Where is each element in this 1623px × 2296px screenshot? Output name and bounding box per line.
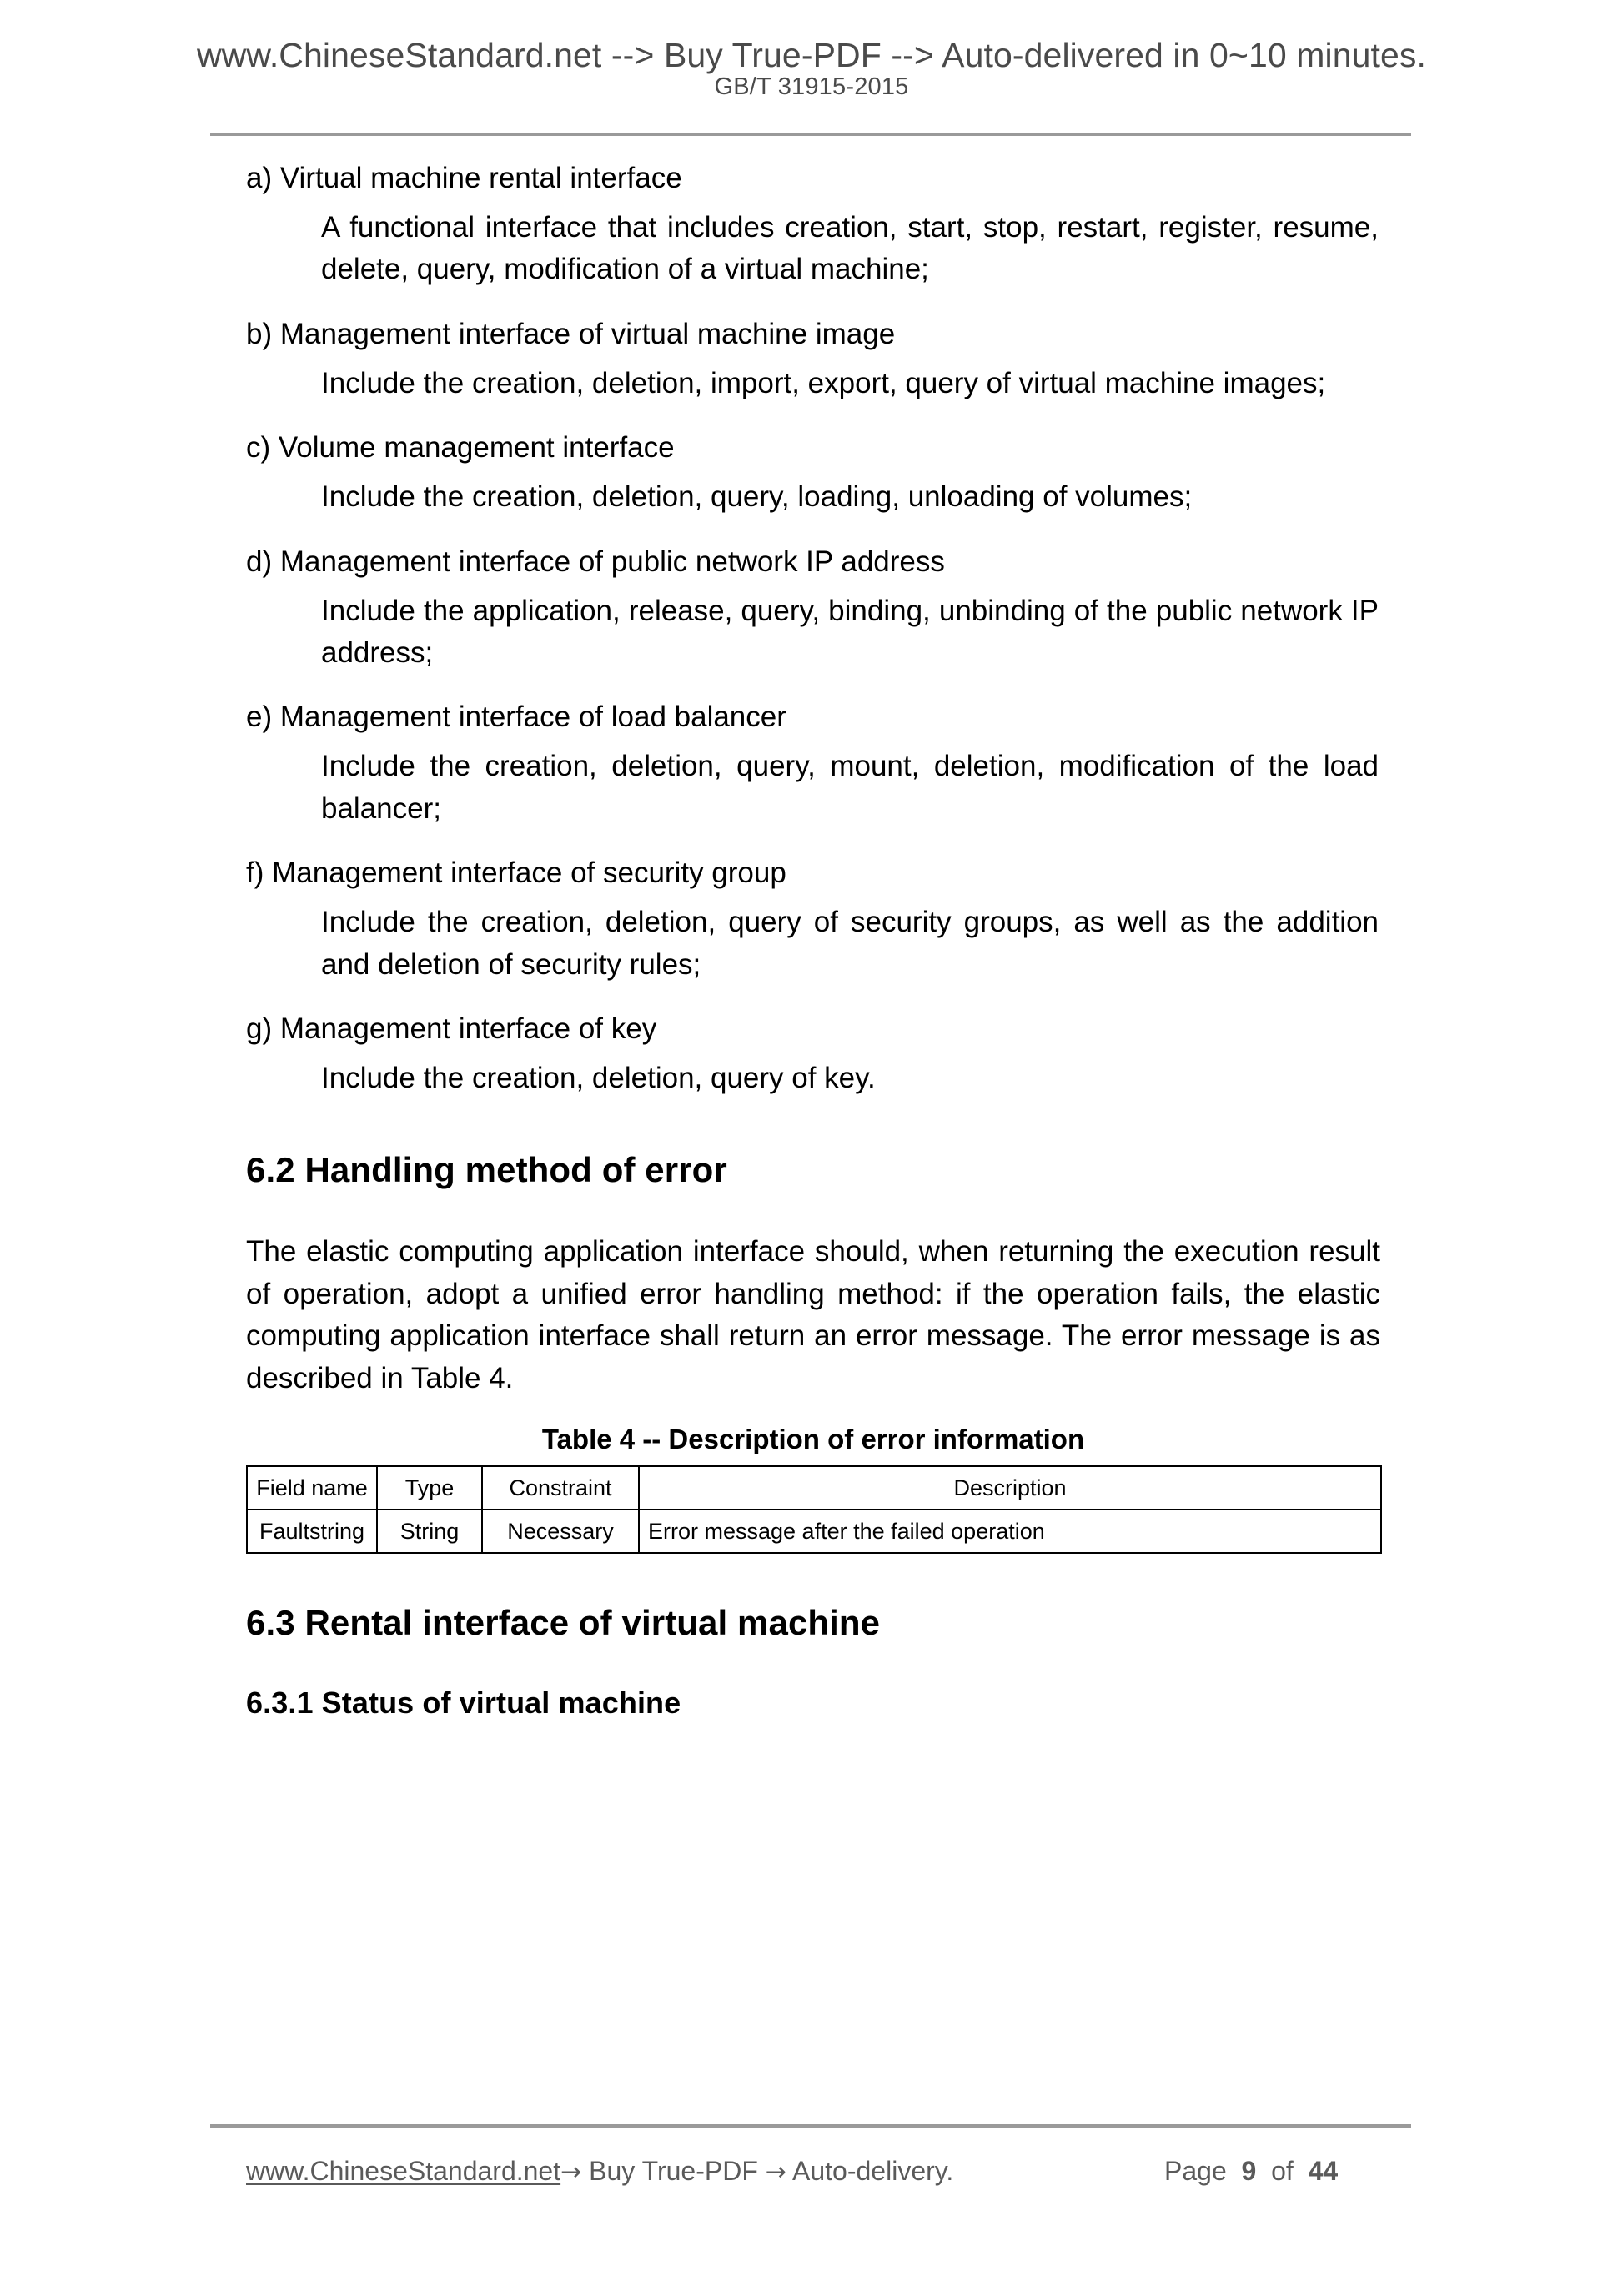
footer-delivery-text: Auto-delivery. [786, 2156, 954, 2186]
list-item-body-e: Include the creation, deletion, query, mount, deletion, modification of the load balancer; [321, 750, 1379, 825]
table-header-type: Type [377, 1466, 482, 1510]
footer-page-indicator [1164, 2157, 1338, 2186]
list-item-body-g: Include the creation, deletion, query of key. [321, 1061, 876, 1094]
arrow-right-icon-2: → [765, 2158, 786, 2187]
header-divider [210, 133, 1411, 136]
table-cell-type: String [377, 1510, 482, 1553]
list-item-label-c: c) Volume management interface [246, 431, 675, 465]
page-word: Page [1164, 2156, 1227, 2186]
heading-6-2: 6.2 Handling method of error [246, 1150, 727, 1190]
table-row [247, 1510, 1381, 1553]
promo-banner-text: www.ChineseStandard.net --> Buy True-PDF --> Auto-delivered in 0~10 minutes. [196, 36, 1427, 74]
table-cell-description: Error message after the failed operation [639, 1510, 1381, 1553]
footer-website-link[interactable]: www.ChineseStandard.net [246, 2156, 561, 2186]
footer-divider [210, 2124, 1411, 2128]
page-content [246, 163, 1380, 1719]
table-header-field-name: Field name [247, 1466, 377, 1510]
footer-left-group [246, 2157, 953, 2186]
current-page-number: 9 [1241, 2156, 1257, 2186]
heading-6-3: 6.3 Rental interface of virtual machine [246, 1603, 881, 1643]
heading-6-3-1: 6.3.1 Status of virtual machine [246, 1685, 681, 1720]
page-header [0, 37, 1623, 100]
table-header-constraint: Constraint [482, 1466, 639, 1510]
total-page-number: 44 [1308, 2156, 1339, 2186]
list-item-body-d: Include the application, release, query, binding, unbinding of the public network IP address; [321, 594, 1379, 669]
list-item-body-c: Include the creation, deletion, query, loading, unloading of volumes; [321, 480, 1193, 514]
list-item-body-f: Include the creation, deletion, query of security groups, as well as the addition and deletion of security rules; [321, 906, 1379, 981]
list-item-label-a: a) Virtual machine rental interface [246, 162, 682, 194]
standard-number: GB/T 31915-2015 [714, 73, 909, 100]
list-item-body-b: Include the creation, deletion, import, export, query of virtual machine images; [321, 366, 1326, 399]
footer-buy-text: Buy True-PDF [581, 2156, 766, 2186]
table-header-description: Description [639, 1466, 1381, 1510]
of-word: of [1271, 2156, 1294, 2186]
table-caption: Table 4 -- Description of error information [541, 1424, 1085, 1455]
error-information-table [246, 1465, 1382, 1554]
table-cell-constraint: Necessary [482, 1510, 639, 1553]
list-item-label-d: d) Management interface of public network IP address [246, 545, 945, 578]
arrow-right-icon-1: → [560, 2158, 582, 2187]
list-item-body-a: A functional interface that includes creation, start, stop, restart, register, resume, delete, query, modification of a virtual machine; [321, 211, 1379, 286]
paragraph-6-2: The elastic computing application interface should, when returning the execution result of operation, adopt a unified error handling method: if the operation fails, the elastic computing application interface shall return an error message. The error message is as described in Table 4. [246, 1235, 1380, 1394]
list-item-label-e: e) Management interface of load balancer [246, 701, 786, 734]
table-cell-field-name: Faultstring [247, 1510, 377, 1553]
list-item-label-b: b) Management interface of virtual machine image [246, 317, 896, 350]
list-item-label-g: g) Management interface of key [246, 1012, 657, 1045]
list-item-label-f: f) Management interface of security group [246, 857, 786, 890]
page-footer [246, 2157, 1380, 2198]
table-header-row [247, 1466, 1381, 1510]
